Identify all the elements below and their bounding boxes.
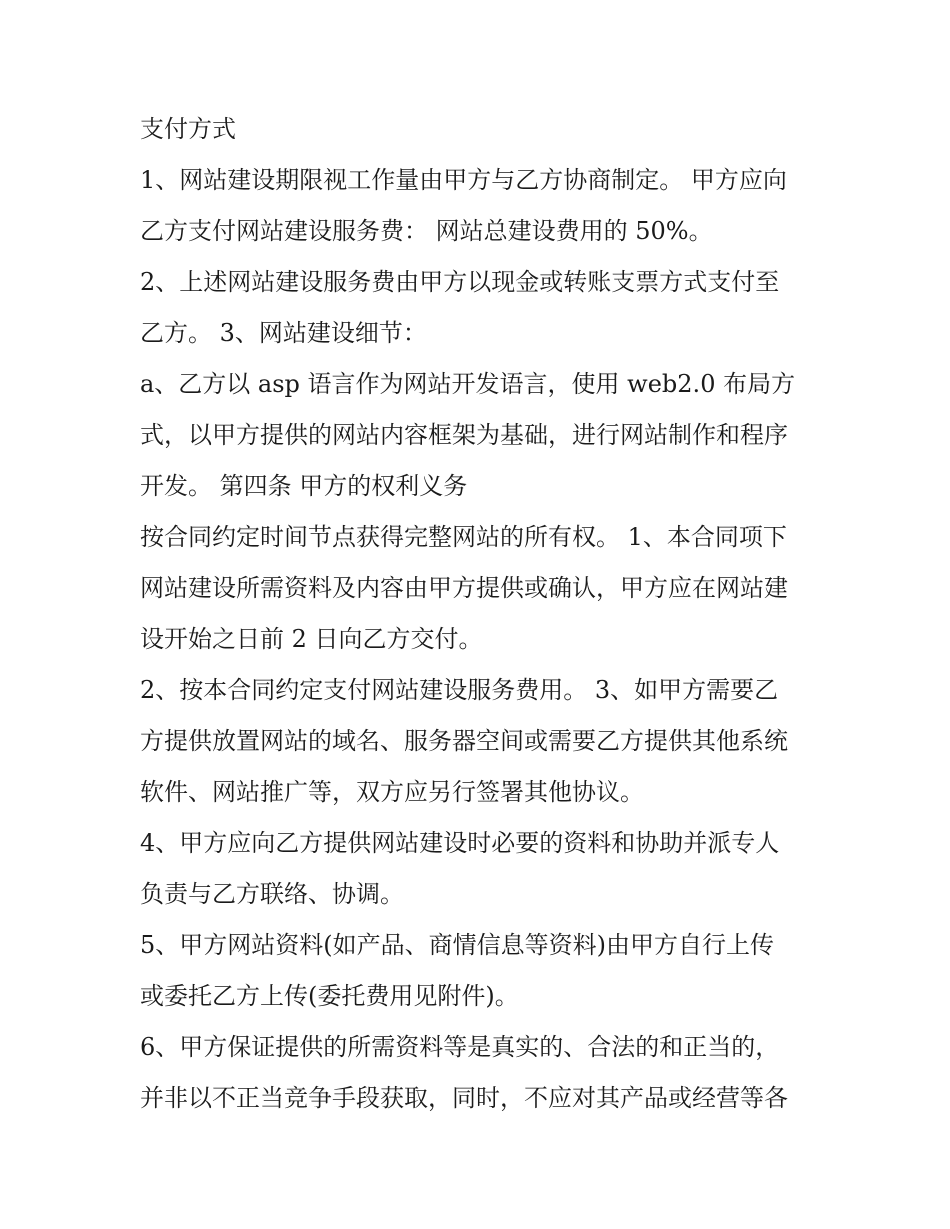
text-line: a、乙方以 asp 语言作为网站开发语言，使用 web2.0 布局方 [140,370,796,398]
text-line: 并非以不正当竞争手段获取，同时，不应对其产品或经营等各 [140,1084,788,1112]
text-line: 4、甲方应向乙方提供网站建设时必要的资料和协助并派专人 [140,829,780,857]
document-body [140,104,830,1124]
text-line: 软件、网站推广等，双方应另行签署其他协议。 [140,778,644,806]
text-line: 式，以甲方提供的网站内容框架为基础，进行网站制作和程序 [140,421,788,449]
text-line: 开发。 第四条 甲方的权利义务 [140,472,468,500]
text-line: 按合同约定时间节点获得完整网站的所有权。 1、本合同项下 [140,523,787,551]
text-line: 2、按本合同约定支付网站建设服务费用。 3、如甲方需要乙 [140,676,779,704]
text-line: 乙方支付网站建设服务费： 网站总建设费用的 50%。 [140,217,713,245]
text-line: 负责与乙方联络、协调。 [140,880,404,908]
section-heading-payment: 支付方式 [140,115,236,143]
text-line: 设开始之日前 2 日向乙方交付。 [140,625,483,653]
text-line: 方提供放置网站的域名、服务器空间或需要乙方提供其他系统 [140,727,788,755]
text-line: 2、上述网站建设服务费由甲方以现金或转账支票方式支付至 [140,268,780,296]
text-line: 1、网站建设期限视工作量由甲方与乙方协商制定。 甲方应向 [140,166,787,194]
text-line: 6、甲方保证提供的所需资料等是真实的、合法的和正当的， [140,1033,780,1061]
text-line: 网站建设所需资料及内容由甲方提供或确认，甲方应在网站建 [140,574,788,602]
text-line: 或委托乙方上传(委托费用见附件)。 [140,982,519,1010]
text-line: 5、甲方网站资料(如产品、商情信息等资料)由甲方自行上传 [140,931,774,959]
text-line: 乙方。 3、网站建设细节： [140,319,427,347]
